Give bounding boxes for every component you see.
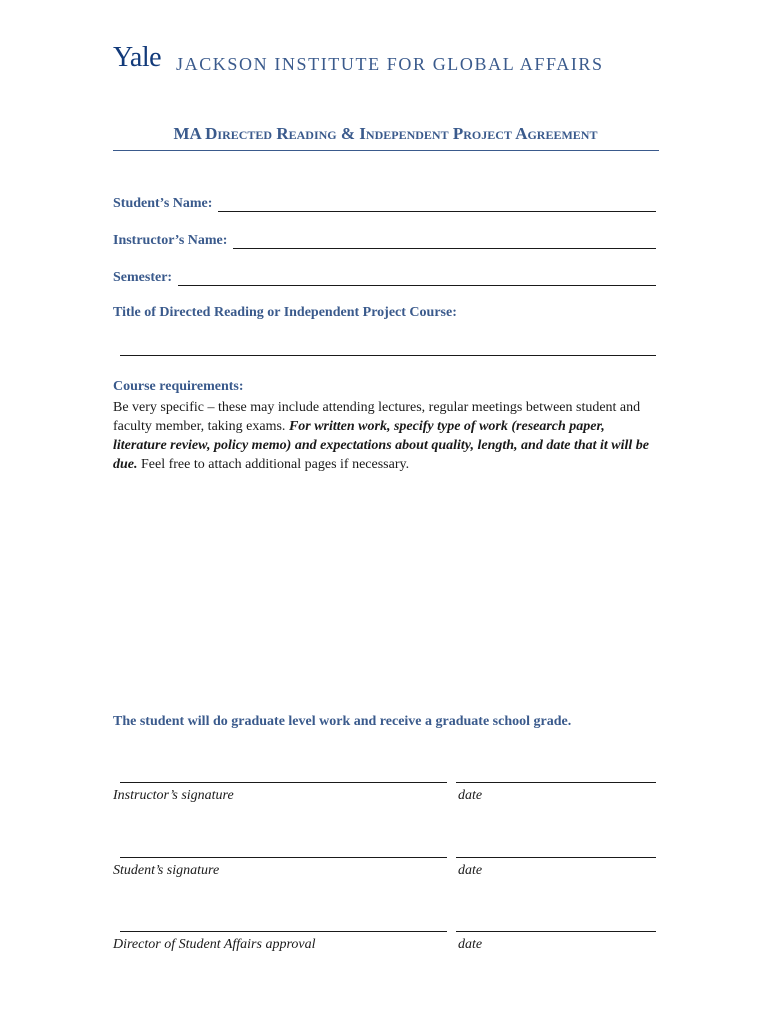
semester-field[interactable] [113,266,656,286]
student-date-label: date [458,863,483,878]
student-name-field[interactable] [113,192,656,212]
requirements-heading: Course requirements: [113,379,244,394]
director-approval-line[interactable] [120,931,447,932]
requirements-emphasis: For written work, specify type of work (research paper, literature review, policy memo) and expectations about quality, length, and date that it will be due. [113,419,650,472]
institute-name: JACKSON INSTITUTE FOR GLOBAL AFFAIRS [176,54,604,74]
instructor-signature-label: Instructor’s signature [113,788,234,803]
student-signature-label: Student’s signature [113,863,220,878]
instructor-date-line[interactable] [456,782,656,783]
director-date-line[interactable] [456,931,656,932]
student-date-line[interactable] [456,857,656,858]
course-title-label: Title of Directed Reading or Independent Project Course: [113,305,457,320]
instructor-name-line[interactable] [233,234,656,249]
course-title-line[interactable] [120,355,656,356]
student-signature-line[interactable] [120,857,447,858]
requirements-outro: Feel free to attach additional pages if necessary. [137,457,410,472]
requirements-intro: Be very specific – these may include attending lectures, regular meetings between student and faculty member, taking exams. [113,400,641,434]
document-title: MA Directed Reading & Independent Project Agreement [173,124,598,143]
letterhead [113,42,673,82]
instructor-signature-line[interactable] [120,782,447,783]
director-date-label: date [458,937,483,952]
student-name-label: Student’s Name: [113,196,213,211]
director-approval-label: Director of Student Affairs approval [113,937,316,952]
instructor-name-label: Instructor’s Name: [113,233,228,248]
instructor-name-field[interactable] [113,229,656,249]
instructor-date-label: date [458,788,483,803]
title-divider [113,150,659,151]
requirements-text [113,398,661,474]
student-name-line[interactable] [218,197,656,212]
semester-line[interactable] [178,271,656,286]
yale-logo: Yale [113,42,162,73]
grade-statement: The student will do graduate level work and receive a graduate school grade. [113,714,572,729]
semester-label: Semester: [113,270,173,285]
